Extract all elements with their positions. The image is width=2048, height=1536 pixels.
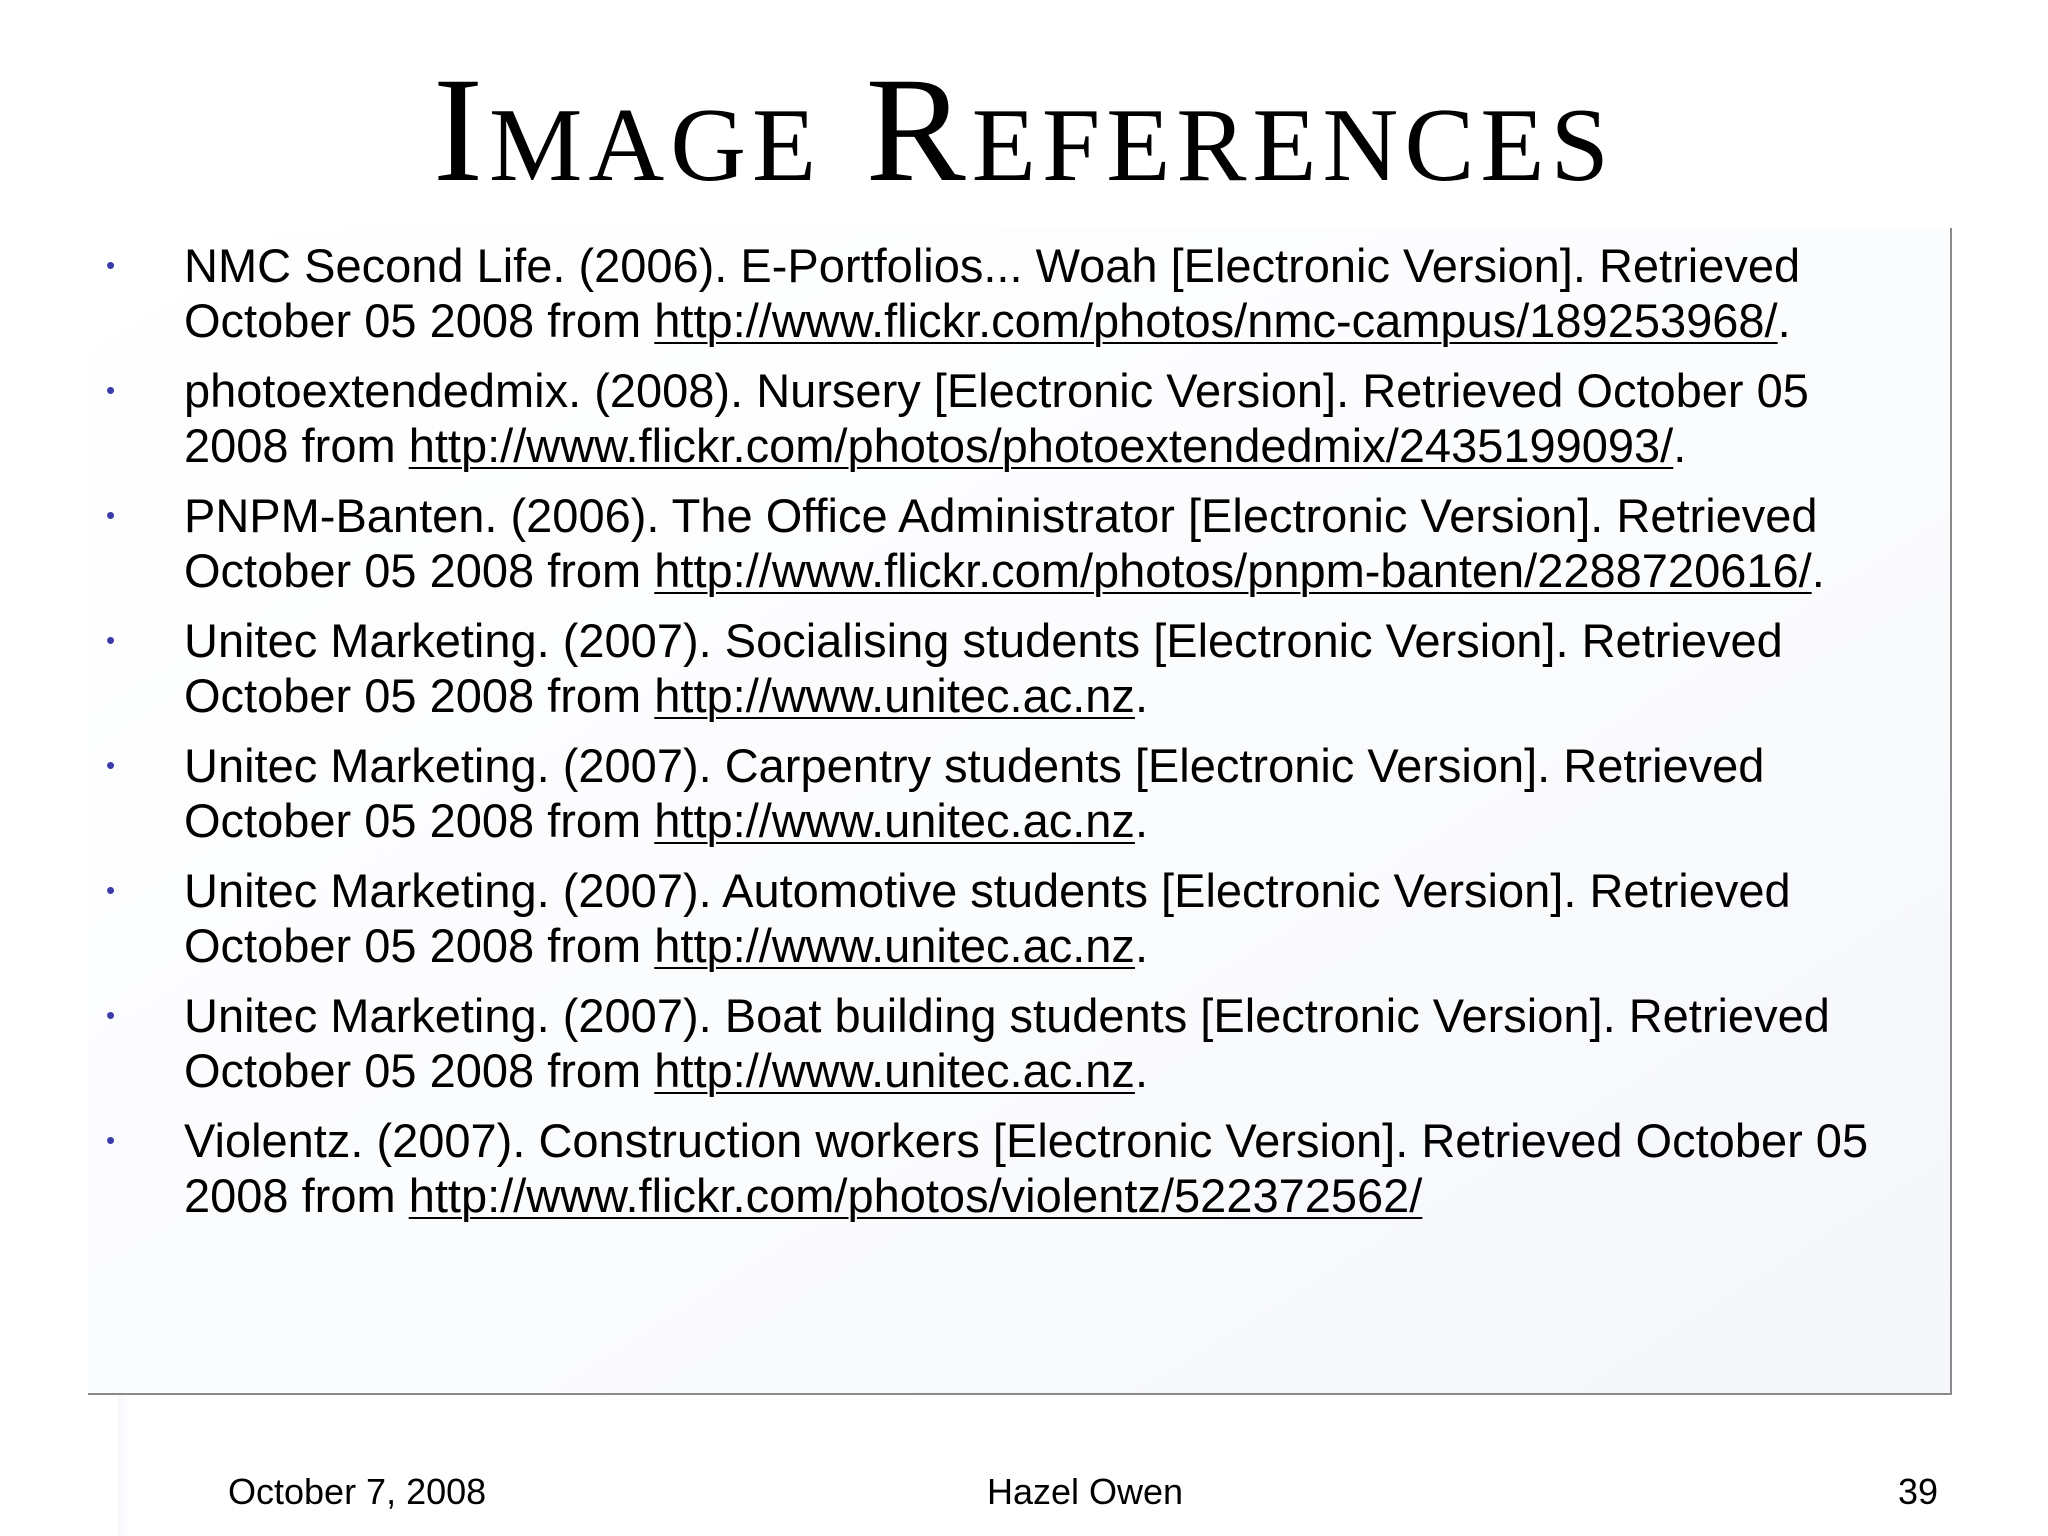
reference-link[interactable]: http://www.unitec.ac.nz (654, 1044, 1135, 1097)
reference-item (88, 488, 1950, 598)
bullet-icon: • (106, 750, 116, 780)
reference-link[interactable]: http://www.flickr.com/photos/pnpm-banten/2288720616/ (654, 544, 1812, 597)
reference-list (88, 238, 1950, 1238)
reference-text: NMC Second Life. (2006). E-Portfolios... Woah [Electronic Version]. Retrieved October 05 2008 from (184, 239, 1801, 347)
footer-author: Hazel Owen (986, 1471, 1184, 1512)
reference-item (88, 863, 1950, 973)
reference-link[interactable]: http://www.unitec.ac.nz (654, 794, 1135, 847)
reference-text: photoextendedmix. (2008). Nursery [Electronic Version]. Retrieved October 05 2008 from (184, 364, 1809, 472)
bullet-icon: • (106, 500, 116, 530)
reference-punctuation: . (1134, 794, 1148, 847)
reference-item (88, 738, 1950, 848)
reference-text: Unitec Marketing. (2007). Socialising students [Electronic Version]. Retrieved October 05 2008 from (184, 614, 1783, 722)
reference-link[interactable]: http://www.flickr.com/photos/photoextendedmix/2435199093/ (408, 419, 1674, 472)
bullet-icon: • (106, 625, 116, 655)
bullet-icon: • (106, 875, 116, 905)
reference-punctuation: . (1134, 1044, 1148, 1097)
reference-text: Unitec Marketing. (2007). Automotive students [Electronic Version]. Retrieved October 05 2008 from (184, 864, 1791, 972)
bullet-icon: • (106, 250, 116, 280)
reference-punctuation: . (1134, 919, 1148, 972)
reference-link[interactable]: http://www.flickr.com/photos/nmc-campus/189253968/ (654, 294, 1778, 347)
reference-item (88, 363, 1950, 473)
reference-link[interactable]: http://www.unitec.ac.nz (654, 669, 1135, 722)
reference-item (88, 613, 1950, 723)
reference-punctuation: . (1811, 544, 1825, 597)
reference-punctuation: . (1134, 669, 1148, 722)
bullet-icon: • (106, 375, 116, 405)
reference-text: PNPM-Banten. (2006). The Office Administrator [Electronic Version]. Retrieved October 05 2008 from (184, 489, 1818, 597)
footer-shade (118, 1395, 130, 1536)
slide-title: Image References (433, 47, 1615, 213)
reference-link[interactable]: http://www.flickr.com/photos/violentz/522372562/ (408, 1169, 1423, 1222)
bullet-icon: • (106, 1000, 116, 1030)
footer-page-number: 39 (1897, 1471, 1938, 1512)
references-content-box (88, 228, 1952, 1395)
reference-text: Unitec Marketing. (2007). Boat building students [Electronic Version]. Retrieved October 05 2008 from (184, 989, 1830, 1097)
reference-text: Violentz. (2007). Construction workers [Electronic Version]. Retrieved October 05 2008 from (184, 1114, 1869, 1222)
bullet-icon: • (106, 1125, 116, 1155)
reference-punctuation: . (1777, 294, 1791, 347)
reference-punctuation: . (1673, 419, 1687, 472)
reference-item (88, 238, 1950, 348)
reference-text: Unitec Marketing. (2007). Carpentry students [Electronic Version]. Retrieved October 05 2008 from (184, 739, 1765, 847)
footer-date: October 7, 2008 (228, 1471, 487, 1512)
reference-item (88, 988, 1950, 1098)
reference-link[interactable]: http://www.unitec.ac.nz (654, 919, 1135, 972)
reference-item (88, 1113, 1950, 1223)
